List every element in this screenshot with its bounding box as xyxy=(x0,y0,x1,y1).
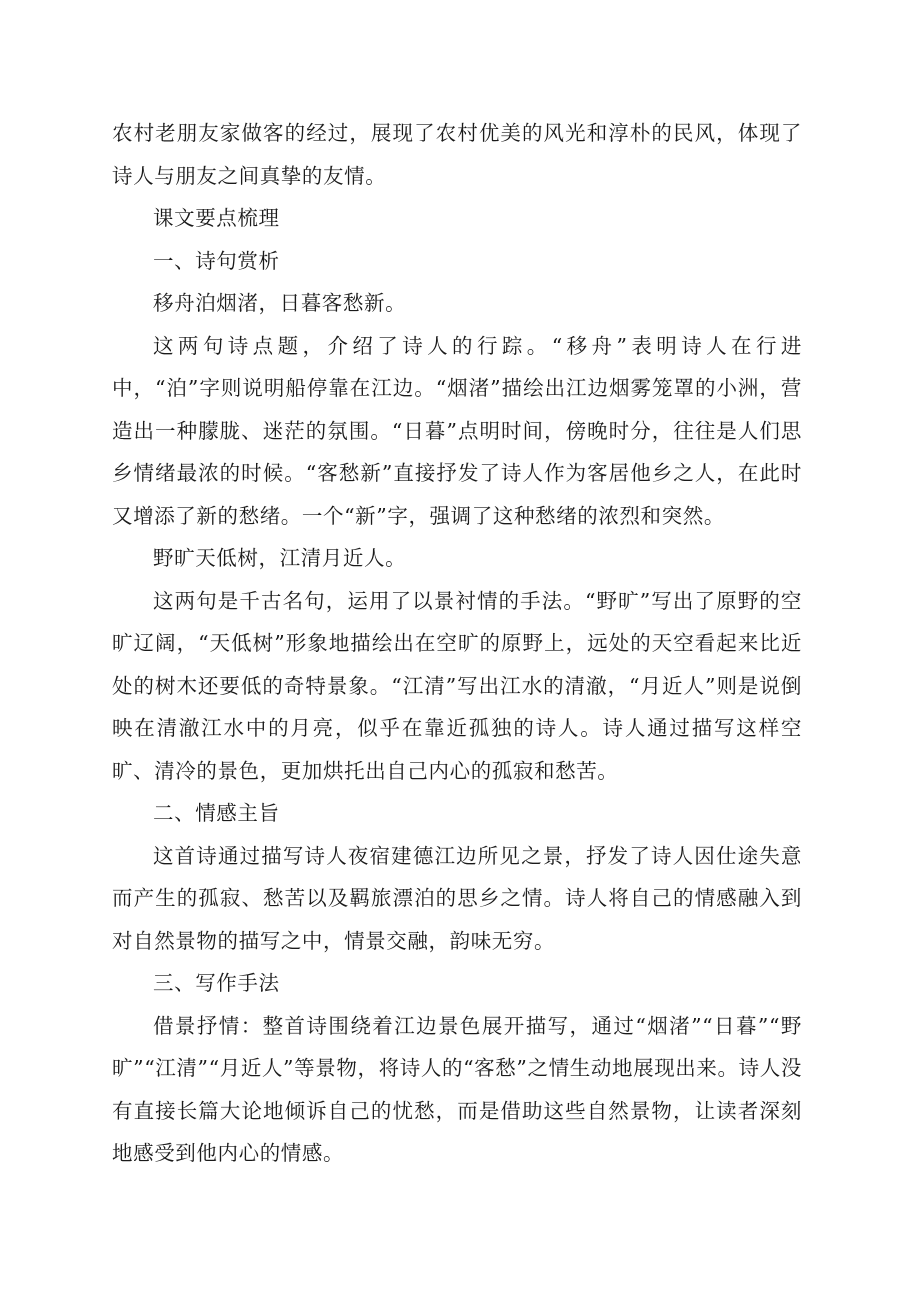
heading-poem-analysis: 一、诗句赏析 xyxy=(153,248,280,273)
analysis-paragraph-1: 这两句诗点题，介绍了诗人的行踪。“移舟”表明诗人在行进中，“泊”字则说明船停靠在江边。“烟渚”描绘出江边烟雾笼罩的小洲，营造出一种朦胧、迷茫的氛围。“日暮”点明时间，傍晚时分，往往是人们思乡情绪最浓的时候。“客愁新”直接抒发了诗人作为客居他乡之人，在此时又增添了新的愁绪。一个“新”字，强调了这种愁绪的浓烈和突然。 xyxy=(112,333,802,528)
document-page xyxy=(112,112,802,1175)
verse-line-1: 移舟泊烟渚，日暮客愁新。 xyxy=(153,291,407,315)
section-title: 课文要点梳理 xyxy=(153,206,280,230)
intro-paragraph: 农村老朋友家做客的经过，展现了农村优美的风光和淳朴的民风，体现了诗人与朋友之间真挚的友情。 xyxy=(112,121,802,188)
heading-technique: 三、写作手法 xyxy=(153,971,280,995)
theme-paragraph: 这首诗通过描写诗人夜宿建德江边所见之景，抒发了诗人因仕途失意而产生的孤寂、愁苦以及羁旅漂泊的思乡之情。诗人将自己的情感融入到对自然景物的描写之中，情景交融，韵味无穷。 xyxy=(112,843,802,953)
heading-theme: 二、情感主旨 xyxy=(153,801,280,825)
verse-line-2: 野旷天低树，江清月近人。 xyxy=(153,546,407,570)
technique-paragraph: 借景抒情：整首诗围绕着江边景色展开描写，通过“烟渚”“日暮”“野旷”“江清”“月近人”等景物，将诗人的“客愁”之情生动地展现出来。诗人没有直接长篇大论地倾诉自己的忧愁，而是借助这些自然景物，让读者深刻地感受到他内心的情感。 xyxy=(112,1013,802,1165)
analysis-paragraph-2: 这两句是千古名句，运用了以景衬情的手法。“野旷”写出了原野的空旷辽阔，“天低树”形象地描绘出在空旷的原野上，远处的天空看起来比近处的树木还要低的奇特景象。“江清”写出江水的清澈，“月近人”则是说倒映在清澈江水中的月亮，似乎在靠近孤独的诗人。诗人通过描写这样空旷、清冷的景色，更加烘托出自己内心的孤寂和愁苦。 xyxy=(112,588,802,783)
